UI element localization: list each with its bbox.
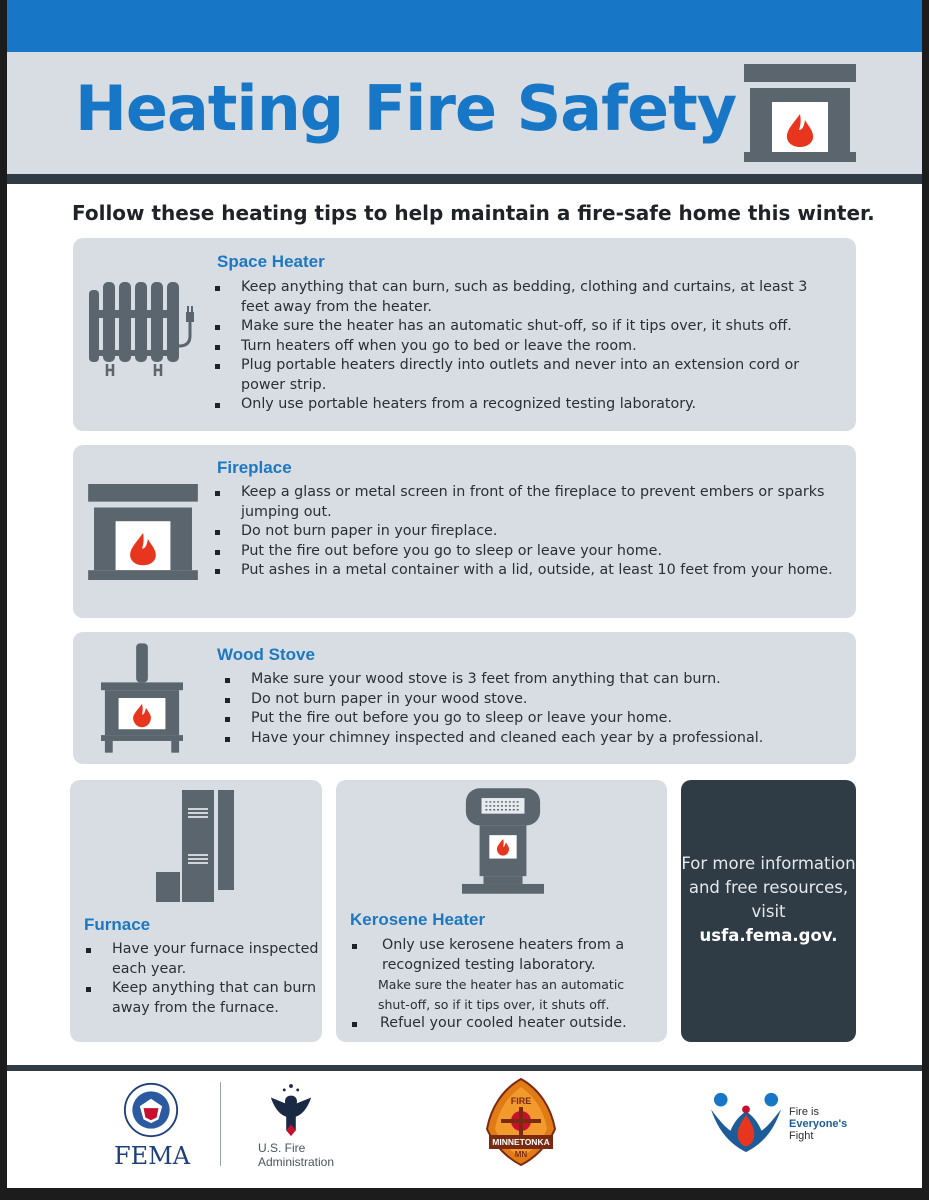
wood-stove-icon (101, 642, 183, 754)
fire-is-everyones-fight-logo (707, 1088, 867, 1168)
list-item: Keep anything that can burn, such as bedding, clothing and curtains, at least 3 feet away from the heater. (213, 278, 833, 317)
minnetonka-name-text: MINNETONKA (492, 1137, 550, 1147)
minnetonka-fire-logo (481, 1077, 561, 1167)
furnace-list (84, 940, 320, 1018)
list-item: Make sure the heater has an automatic shut-off, so if it tips over, it shuts off. (213, 317, 833, 337)
top-blue-bar (7, 0, 922, 52)
list-item: Only use kerosene heaters from a recognized testing laboratory. (350, 936, 640, 975)
dhs-seal-icon (123, 1082, 179, 1138)
fireplace-card (73, 445, 856, 618)
minnetonka-top-text: FIRE (510, 1096, 532, 1106)
space-heater-list (213, 278, 833, 415)
furnace-title: Furnace (84, 915, 151, 934)
list-item: Plug portable heaters directly into outlets and never into an extension cord or power strip. (213, 356, 833, 395)
list-item: Have your chimney inspected and cleaned each year by a professional. (223, 729, 843, 749)
eagle-icon (267, 1082, 315, 1140)
kerosene-heater-icon (462, 786, 544, 896)
footer-rule (7, 1065, 922, 1071)
usfa-line2: Administration (258, 1155, 335, 1169)
footer-divider (220, 1082, 221, 1166)
list-item: Have your furnace inspected each year. (84, 940, 320, 979)
list-item: Make sure your wood stove is 3 feet from anything that can burn. (223, 670, 843, 690)
fema-logo (107, 1082, 197, 1172)
family-flame-icon (707, 1088, 785, 1156)
usfa-logo (247, 1082, 347, 1172)
header-rule (7, 174, 922, 184)
fireplace-icon (744, 64, 856, 162)
list-item: Refuel your cooled heater outside. (350, 1014, 662, 1034)
kerosene-heater-list (350, 936, 662, 1034)
list-item: Do not burn paper in your wood stove. (223, 690, 843, 710)
list-item: Turn heaters off when you go to bed or leave the room. (213, 337, 833, 357)
fema-wordmark: FEMA (113, 1142, 191, 1170)
list-item: Only use portable heaters from a recognized testing laboratory. (213, 395, 833, 415)
space-heater-card (73, 238, 856, 431)
more-info-text: For more information and free resources, visit usfa.fema.gov. (681, 852, 856, 948)
fef-line2: Everyone's (789, 1118, 848, 1130)
fef-line3: Fight (789, 1130, 814, 1142)
list-item: Keep a glass or metal screen in front of the fireplace to prevent embers or sparks jumping out. (213, 483, 833, 522)
wood-stove-title: Wood Stove (217, 645, 315, 664)
wood-stove-list (223, 670, 843, 748)
list-item: Make sure the heater has an automatic shut-off, so if it tips over, it shuts off. (378, 977, 625, 1012)
subtitle: Follow these heating tips to help maintain a fire-safe home this winter. (72, 201, 875, 225)
fef-line1: Fire is (789, 1106, 819, 1118)
kerosene-heater-card (336, 780, 667, 1042)
fireplace-list (213, 483, 833, 581)
more-info-card (681, 780, 856, 1042)
page-title: Heating Fire Safety (75, 72, 737, 145)
radiator-heater-icon (87, 276, 197, 386)
list-item: Put ashes in a metal container with a lid, outside, at least 10 feet from your home. (213, 561, 833, 581)
list-item: Keep anything that can burn away from the furnace. (84, 979, 320, 1018)
list-item: Put the fire out before you go to sleep or leave your home. (223, 709, 843, 729)
furnace-card (70, 780, 322, 1042)
usfa-line1: U.S. Fire (258, 1141, 306, 1155)
furnace-icon (156, 790, 238, 902)
fireplace-icon (87, 484, 199, 580)
usfa-link[interactable]: usfa.fema.gov. (699, 926, 838, 945)
list-item: Do not burn paper in your fireplace. (213, 522, 833, 542)
flyer-page (7, 0, 922, 1188)
fireplace-title: Fireplace (217, 458, 292, 477)
space-heater-title: Space Heater (217, 252, 325, 271)
minnetonka-state-text: MN (514, 1150, 528, 1159)
kerosene-heater-title: Kerosene Heater (350, 910, 486, 929)
wood-stove-card (73, 632, 856, 764)
list-item: Put the fire out before you go to sleep or leave your home. (213, 542, 833, 562)
